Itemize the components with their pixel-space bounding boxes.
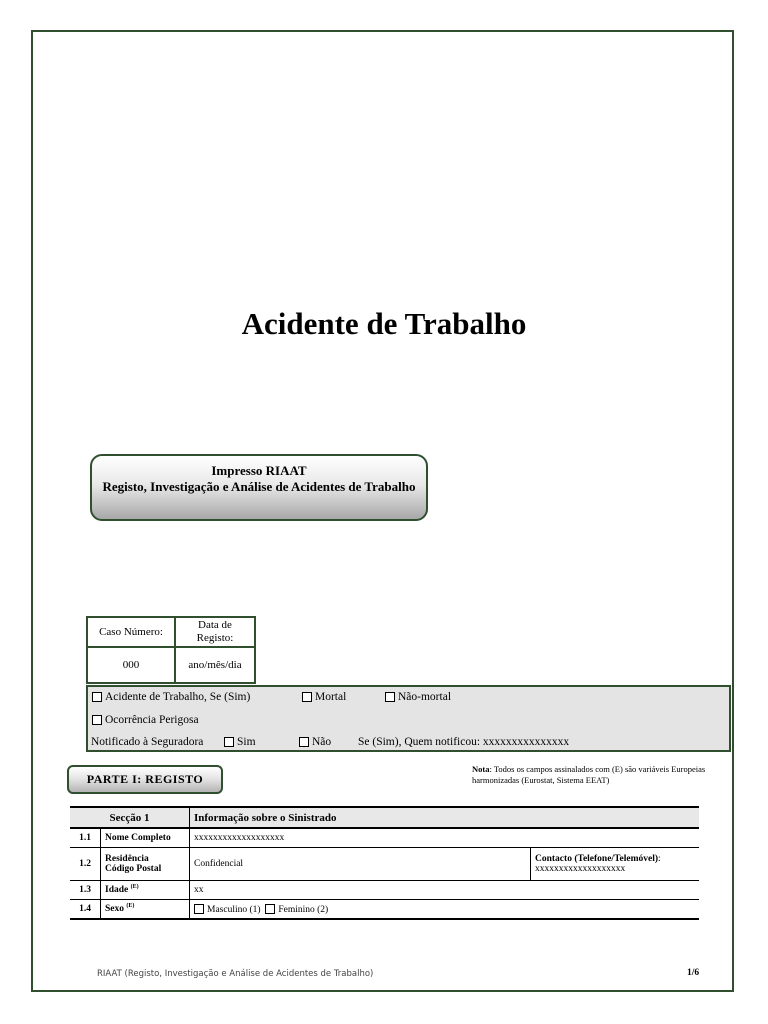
work-accident-option[interactable] <box>92 691 250 703</box>
case-number-field[interactable]: 000 <box>87 647 175 683</box>
registration-date-field[interactable]: ano/mês/dia <box>175 647 255 683</box>
row-number: 1.1 <box>70 828 101 848</box>
contact-colon: : <box>658 854 661 864</box>
table-row <box>70 848 699 881</box>
registration-date-label: Data de Registo: <box>175 617 255 647</box>
work-accident-checkbox[interactable] <box>92 692 102 702</box>
row-number: 1.2 <box>70 848 101 881</box>
female-option[interactable] <box>265 905 328 915</box>
male-checkbox[interactable] <box>194 904 204 914</box>
case-number-label: Caso Número: <box>87 617 175 647</box>
non-fatal-checkbox[interactable] <box>385 692 395 702</box>
fatal-option[interactable] <box>302 691 346 703</box>
sex-label-text: Sexo <box>105 904 124 915</box>
non-fatal-option[interactable] <box>385 691 451 703</box>
fatal-checkbox[interactable] <box>302 692 312 702</box>
insurer-yes-option[interactable] <box>224 736 256 748</box>
riaat-header-box <box>90 454 428 521</box>
age-field[interactable]: xx <box>190 881 700 900</box>
section1-title: Informação sobre o Sinistrado <box>190 807 700 828</box>
male-option[interactable] <box>194 905 261 915</box>
male-label: Masculino (1) <box>207 904 261 915</box>
row-number: 1.4 <box>70 900 101 920</box>
dangerous-occurrence-label: Ocorrência Perigosa <box>105 714 199 726</box>
sex-eu-marker: (E) <box>126 903 135 910</box>
footer-text: RIAAT (Registo, Investigação e Análise de Acidentes de Trabalho) <box>97 969 374 979</box>
dangerous-occurrence-checkbox[interactable] <box>92 715 102 725</box>
residence-label-line1: Residência <box>105 854 149 864</box>
table-row <box>70 881 699 900</box>
contact-label: Contacto (Telefone/Telemóvel) <box>535 854 659 864</box>
who-notified-field[interactable]: Se (Sim), Quem notificou: xxxxxxxxxxxxxxx <box>358 736 570 748</box>
riaat-subtitle: Registo, Investigação e Análise de Acidentes de Trabalho <box>102 479 416 494</box>
section1-number: Secção 1 <box>70 807 190 828</box>
full-name-field[interactable]: xxxxxxxxxxxxxxxxxxx <box>190 828 700 848</box>
contact-field[interactable]: xxxxxxxxxxxxxxxxxxx <box>535 864 626 874</box>
insurer-yes-checkbox[interactable] <box>224 737 234 747</box>
row-number: 1.3 <box>70 881 101 900</box>
sex-label <box>101 900 190 920</box>
nota-text <box>472 764 732 786</box>
contact-cell <box>531 848 700 881</box>
female-checkbox[interactable] <box>265 904 275 914</box>
section1-header-row <box>70 807 699 828</box>
insurer-yes-label: Sim <box>237 736 256 748</box>
page-number: 1/6 <box>687 968 700 978</box>
postal-code-label: Código Postal <box>105 864 162 874</box>
dangerous-occurrence-option[interactable] <box>92 714 199 726</box>
residence-field[interactable]: Confidencial <box>190 848 531 881</box>
non-fatal-label: Não-mortal <box>398 691 452 703</box>
age-label <box>101 881 190 900</box>
nota-body: : Todos os campos assinalados com (E) são variáveis Europeias harmonizadas (Eurostat, Sistema EEAT) <box>472 764 706 785</box>
full-name-label: Nome Completo <box>101 828 190 848</box>
nota-label: Nota <box>472 764 490 774</box>
table-row <box>70 900 699 920</box>
insurer-notified-label: Notificado à Seguradora <box>91 736 204 748</box>
sex-options <box>190 900 700 920</box>
case-table <box>86 616 256 684</box>
part1-registo-header: PARTE I: REGISTO <box>67 765 223 794</box>
section1-table <box>70 806 699 920</box>
table-row <box>70 828 699 848</box>
work-accident-label: Acidente de Trabalho, Se (Sim) <box>105 691 251 703</box>
age-label-text: Idade <box>105 885 129 896</box>
female-label: Feminino (2) <box>278 904 329 915</box>
document-title: Acidente de Trabalho <box>241 306 527 341</box>
insurer-no-option[interactable] <box>299 736 331 748</box>
accident-type-box <box>86 685 731 752</box>
fatal-label: Mortal <box>315 691 347 703</box>
riaat-title: Impresso RIAAT <box>211 463 307 478</box>
insurer-no-checkbox[interactable] <box>299 737 309 747</box>
age-eu-marker: (E) <box>130 884 139 891</box>
residence-label <box>101 848 190 881</box>
insurer-no-label: Não <box>312 736 332 748</box>
